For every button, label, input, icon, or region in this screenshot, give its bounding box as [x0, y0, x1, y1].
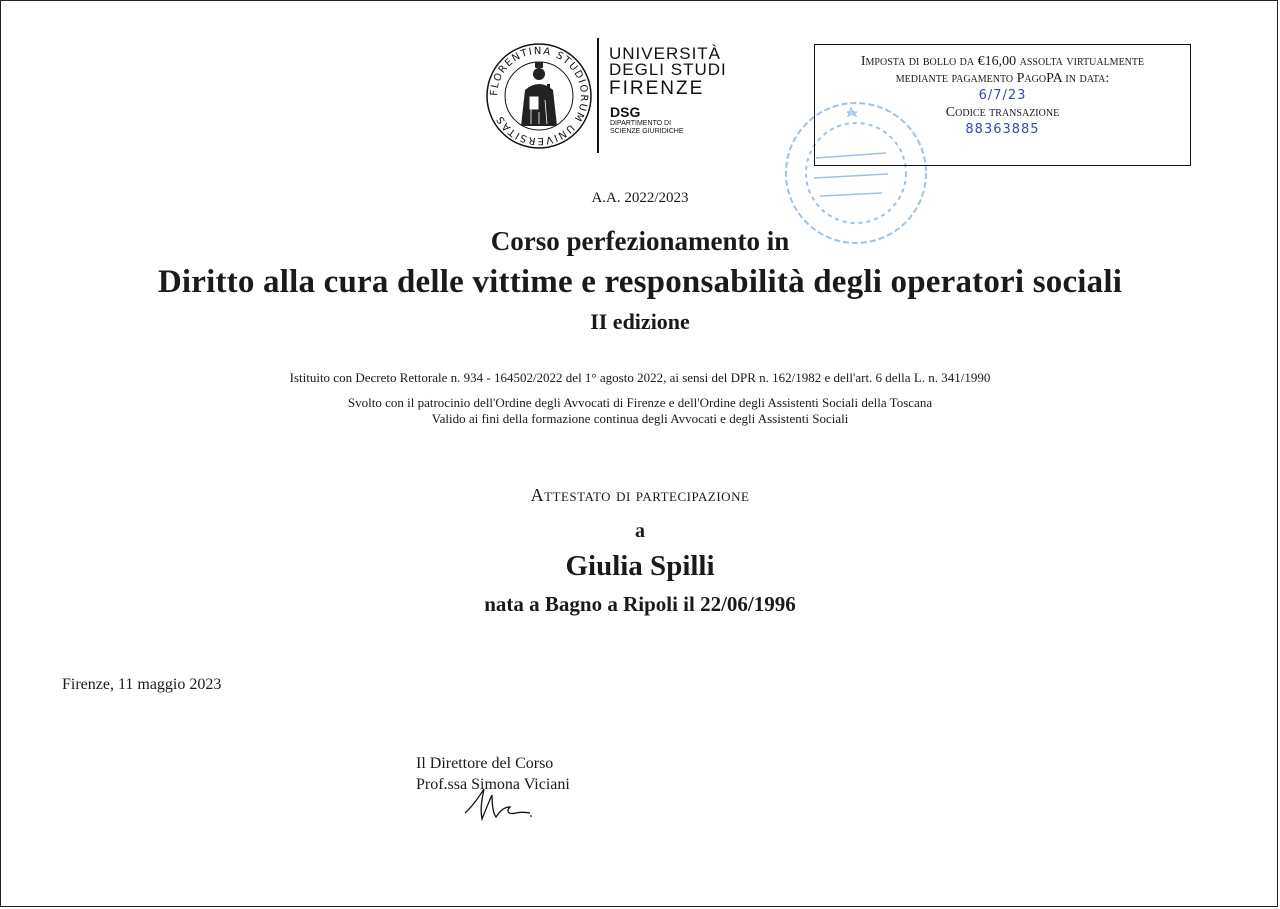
place-date: Firenze, 11 maggio 2023	[62, 676, 222, 693]
university-line-3: FIRENZE	[609, 78, 705, 99]
director-name: Prof.ssa Simona Viciani	[416, 776, 570, 793]
university-line-2: DEGLI STUDI	[609, 60, 727, 79]
director-role: Il Direttore del Corso	[416, 755, 554, 772]
svg-text:FLORENTINA STUDIORUM UNIVERSIT: FLORENTINA STUDIORUM UNIVERSITAS	[488, 45, 590, 147]
decree-text: Istituito con Decreto Rettorale n. 934 - 164502/2022 del 1° agosto 2022, ai sensi del DPR n. 162/1982 e dell'art. 6 della L. n. 341/1990	[289, 370, 991, 385]
department-line-2: SCIENZE GIURIDICHE	[610, 128, 684, 135]
validity-text: Valido ai fini della formazione continua degli Avvocati e degli Assistenti Sociali	[431, 411, 849, 426]
stamp-duty-box	[814, 44, 1191, 166]
department-line-1: DIPARTIMENTO DI	[610, 120, 672, 127]
recipient-connector: a	[635, 520, 645, 542]
course-title: Diritto alla cura delle vittime e responsabilità degli operatori sociali	[157, 264, 1123, 300]
transaction-label: Codice transazione	[945, 105, 1060, 120]
university-name	[609, 46, 727, 100]
certificate-heading: Attestato di partecipazione	[530, 485, 750, 505]
university-logo	[485, 38, 727, 156]
university-line-1: UNIVERSITÀ	[609, 44, 722, 63]
recipient-birth-info: nata a Bagno a Ripoli il 22/06/1996	[484, 592, 796, 616]
stamp-duty-line-2: mediante pagamento PagoPA in data:	[895, 71, 1110, 86]
university-seal-icon	[485, 42, 593, 150]
payment-date: 6/7/23	[978, 88, 1027, 103]
signature-icon	[460, 785, 540, 825]
transaction-code: 88363885	[965, 122, 1040, 137]
course-edition: II edizione	[590, 309, 690, 334]
stamp-duty-line-1: Imposta di bollo da €16,00 assolta virtualmente	[860, 54, 1145, 69]
course-prefix: Corso perfezionamento in	[490, 226, 790, 256]
logo-divider	[597, 38, 599, 153]
department-abbr: DSG	[610, 104, 641, 120]
patronage-text: Svolto con il patrocinio dell'Ordine degli Avvocati di Firenze e dell'Ordine degli Assistenti Sociali della Toscana	[347, 395, 933, 410]
recipient-name: Giulia Spilli	[565, 550, 715, 582]
academic-year: A.A. 2022/2023	[591, 190, 689, 206]
department-name	[610, 120, 684, 136]
